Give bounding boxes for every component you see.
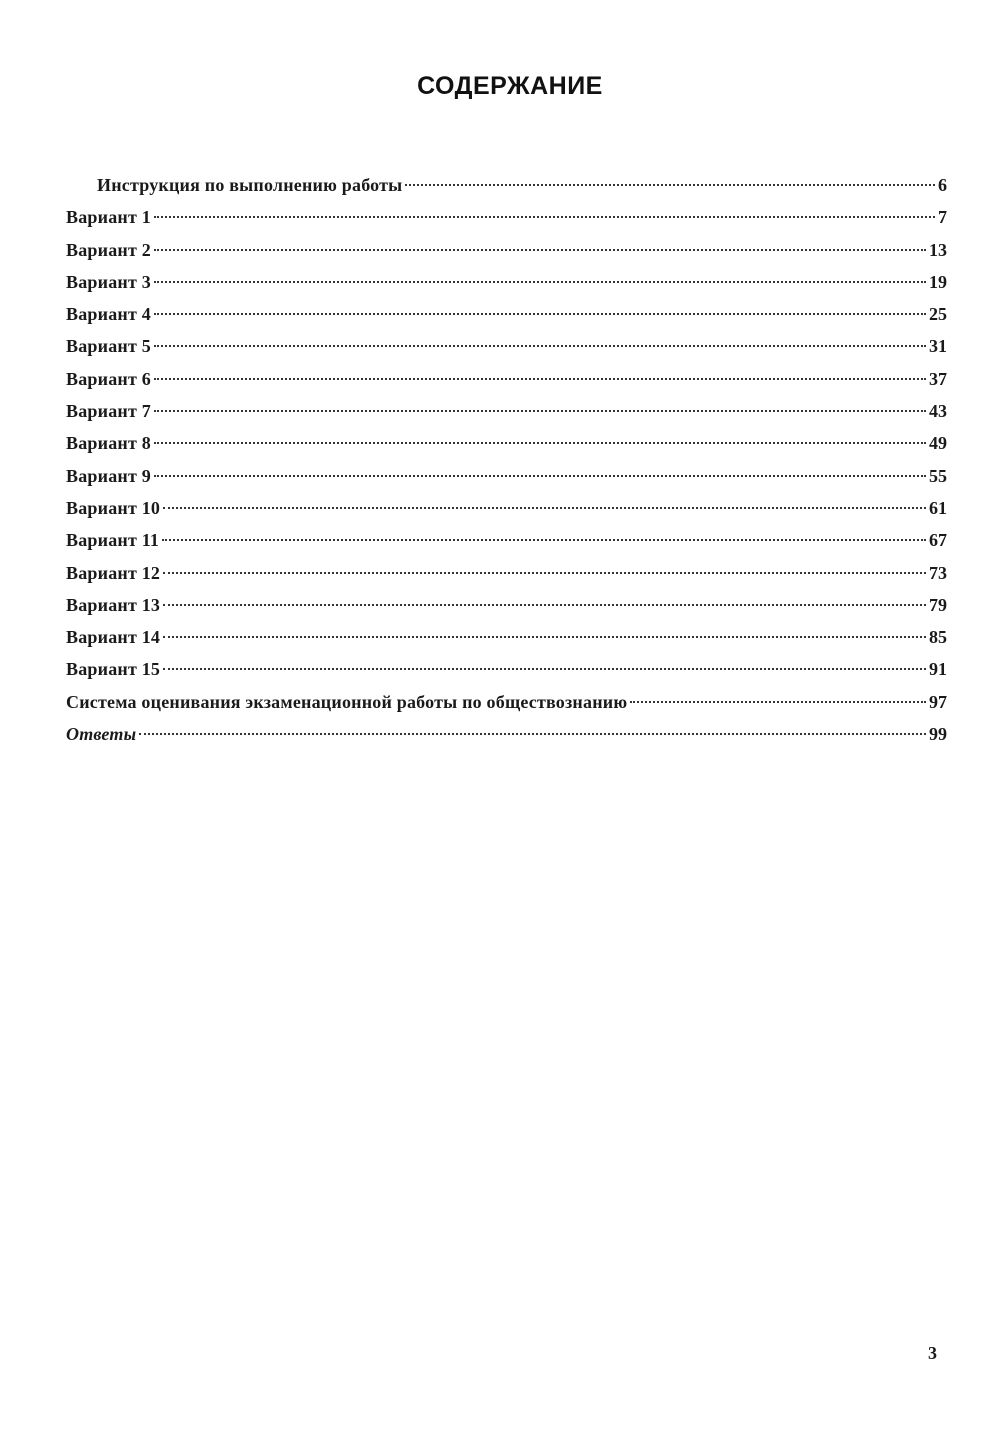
dot-leader xyxy=(154,378,926,380)
toc-entry-label: Вариант 14 xyxy=(66,627,161,648)
dot-leader xyxy=(154,442,926,444)
dot-leader xyxy=(154,216,935,218)
dot-leader xyxy=(154,281,926,283)
toc-entry-page: 73 xyxy=(929,562,947,583)
toc-entry-label: Вариант 9 xyxy=(66,465,151,486)
toc-entry-label: Вариант 11 xyxy=(66,530,160,551)
toc-entry-variant-2[interactable] xyxy=(66,234,947,266)
toc-entry-label: Ответы xyxy=(66,724,137,745)
toc-entry-page: 91 xyxy=(929,659,947,680)
toc-entry-label: Система оценивания экзаменационной работы по обществознанию xyxy=(66,691,628,712)
dot-leader xyxy=(154,345,926,347)
dot-leader xyxy=(154,249,926,251)
toc-entry-variant-3[interactable] xyxy=(66,266,947,298)
toc-entry-label: Вариант 4 xyxy=(66,304,151,325)
toc-entry-label: Вариант 13 xyxy=(66,594,161,615)
toc-entry-variant-12[interactable] xyxy=(66,557,947,589)
toc-entry-variant-13[interactable] xyxy=(66,589,947,621)
toc-entry-variant-6[interactable] xyxy=(66,363,947,395)
toc-entry-label: Вариант 12 xyxy=(66,562,161,583)
toc-entry-page: 97 xyxy=(929,691,947,712)
dot-leader xyxy=(163,507,926,509)
toc-entry-instructions[interactable] xyxy=(66,169,947,201)
toc-entry-page: 6 xyxy=(938,175,947,195)
toc-entry-page: 31 xyxy=(929,336,947,357)
dot-leader xyxy=(405,184,935,186)
page-title: СОДЕРЖАНИЕ xyxy=(417,72,603,100)
toc-entry-label: Вариант 2 xyxy=(66,239,151,260)
dot-leader xyxy=(630,701,926,703)
toc-entry-page: 13 xyxy=(929,239,947,260)
toc-entry-variant-8[interactable] xyxy=(66,427,947,459)
table-of-contents xyxy=(66,169,947,750)
toc-entry-label: Инструкция по выполнению работы xyxy=(97,175,403,195)
toc-entry-variant-15[interactable] xyxy=(66,653,947,685)
toc-entry-variant-11[interactable] xyxy=(66,524,947,556)
toc-entry-variant-9[interactable] xyxy=(66,460,947,492)
toc-entry-grading-system[interactable] xyxy=(66,686,947,718)
toc-entry-variant-5[interactable] xyxy=(66,330,947,362)
toc-entry-label: Вариант 1 xyxy=(66,207,151,228)
toc-entry-label: Вариант 5 xyxy=(66,336,151,357)
toc-entry-page: 99 xyxy=(929,724,947,745)
toc-entry-page: 55 xyxy=(929,465,947,486)
toc-entry-label: Вариант 8 xyxy=(66,433,151,454)
toc-entry-page: 43 xyxy=(929,401,947,422)
toc-entry-label: Вариант 3 xyxy=(66,271,151,292)
toc-entry-page: 37 xyxy=(929,368,947,389)
dot-leader xyxy=(163,636,926,638)
dot-leader xyxy=(154,313,926,315)
toc-entry-variant-14[interactable] xyxy=(66,621,947,653)
toc-entry-page: 61 xyxy=(929,497,947,518)
toc-entry-page: 7 xyxy=(938,207,947,228)
toc-entry-answers[interactable] xyxy=(66,718,947,750)
toc-entry-page: 19 xyxy=(929,271,947,292)
toc-entry-page: 67 xyxy=(929,530,947,551)
dot-leader xyxy=(154,475,926,477)
toc-entry-variant-1[interactable] xyxy=(66,201,947,233)
dot-leader xyxy=(162,539,926,541)
page-number: 3 xyxy=(928,1343,937,1363)
toc-entry-variant-4[interactable] xyxy=(66,298,947,330)
toc-entry-page: 85 xyxy=(929,627,947,648)
toc-entry-page: 79 xyxy=(929,594,947,615)
toc-entry-label: Вариант 15 xyxy=(66,659,161,680)
dot-leader xyxy=(163,572,926,574)
toc-entry-label: Вариант 6 xyxy=(66,368,151,389)
toc-entry-variant-10[interactable] xyxy=(66,492,947,524)
dot-leader xyxy=(163,604,926,606)
toc-entry-page: 25 xyxy=(929,304,947,325)
toc-entry-page: 49 xyxy=(929,433,947,454)
toc-entry-variant-7[interactable] xyxy=(66,395,947,427)
dot-leader xyxy=(154,410,926,412)
toc-entry-label: Вариант 7 xyxy=(66,401,151,422)
toc-entry-label: Вариант 10 xyxy=(66,497,161,518)
dot-leader xyxy=(139,733,926,735)
dot-leader xyxy=(163,668,926,670)
